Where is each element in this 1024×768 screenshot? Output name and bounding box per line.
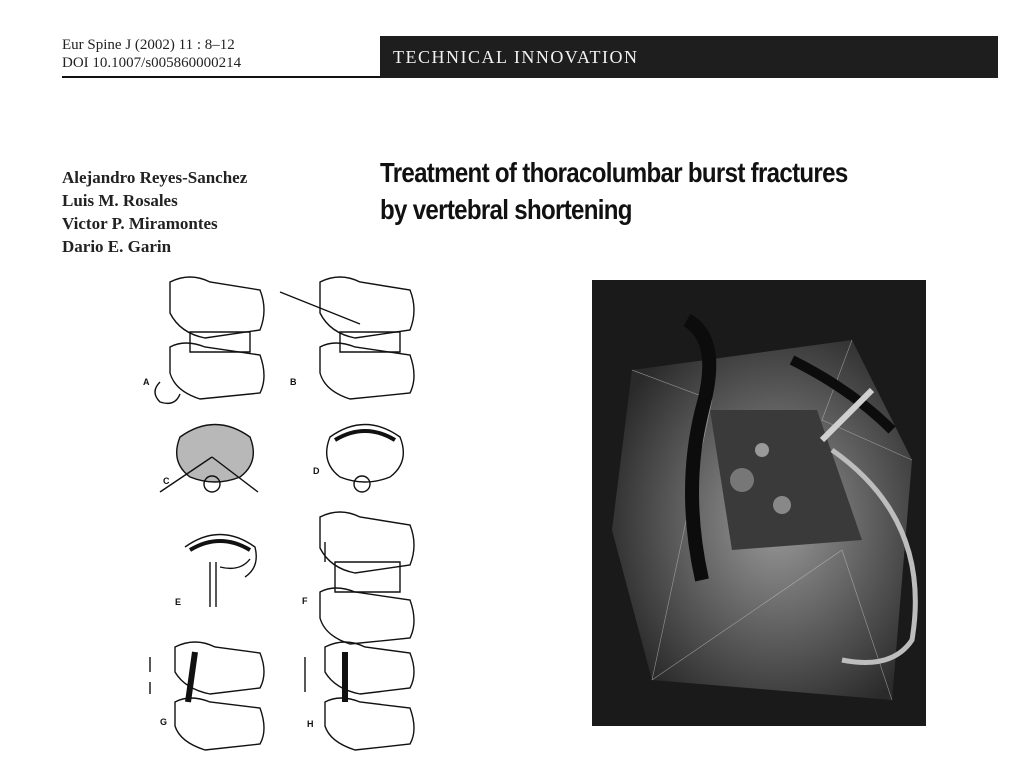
header-rule xyxy=(62,76,380,78)
journal-citation: Eur Spine J (2002) 11 : 8–12 xyxy=(62,37,235,53)
panel-label-f: F xyxy=(302,596,308,606)
panel-b-drawing xyxy=(280,277,414,399)
section-label: TECHNICAL INNOVATION xyxy=(393,47,639,67)
panel-g-drawing xyxy=(150,642,264,750)
panel-label-a: A xyxy=(143,377,150,387)
technique-diagram xyxy=(130,262,430,762)
author-name: Alejandro Reyes-Sanchez xyxy=(62,168,248,187)
journal-citation-block xyxy=(62,36,241,72)
panel-c-drawing xyxy=(160,425,258,493)
article-title xyxy=(380,154,922,228)
author-name: Victor P. Miramontes xyxy=(62,214,218,233)
title-line: by vertebral shortening xyxy=(380,194,632,225)
panel-d-drawing xyxy=(327,425,404,493)
title-line: Treatment of thoracolumbar burst fractures xyxy=(380,157,848,188)
doi-text: DOI 10.1007/s005860000214 xyxy=(62,55,242,71)
panel-label-e: E xyxy=(175,597,182,607)
author-name: Dario E. Garin xyxy=(62,237,172,256)
panel-label-b: B xyxy=(290,377,297,387)
panel-e-drawing xyxy=(185,535,256,608)
panel-label-c: C xyxy=(163,476,170,486)
panel-label-d: D xyxy=(313,466,320,476)
panel-f-drawing xyxy=(320,512,414,644)
panel-label-h: H xyxy=(307,719,314,729)
author-name: Luis M. Rosales xyxy=(62,191,178,210)
intraoperative-photo xyxy=(592,280,926,726)
section-banner xyxy=(380,36,998,78)
panel-h-drawing xyxy=(305,642,414,750)
panel-a-drawing xyxy=(155,277,264,403)
author-list xyxy=(62,166,247,258)
panel-label-g: G xyxy=(160,717,168,727)
